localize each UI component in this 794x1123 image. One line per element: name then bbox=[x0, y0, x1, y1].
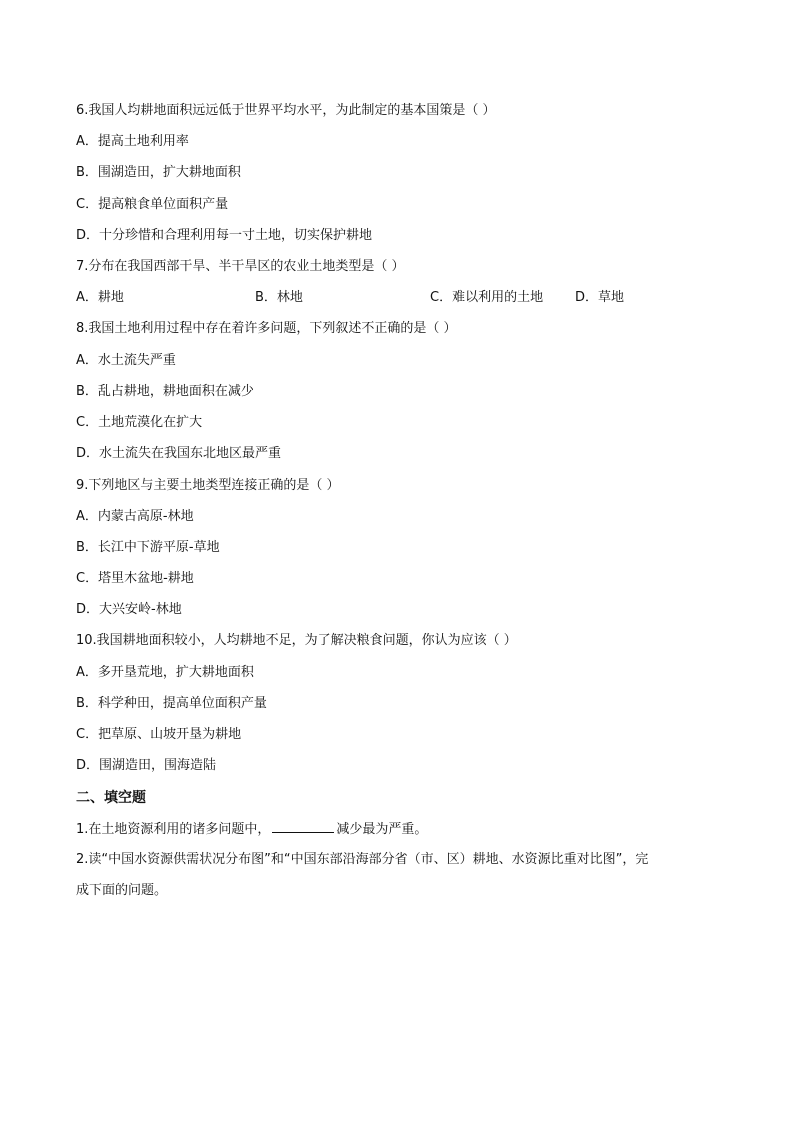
question-6-stem: 6.我国人均耕地面积远远低于世界平均水平，为此制定的基本国策是（ ） bbox=[76, 103, 496, 118]
fill-question-1-before: 1.在土地资源利用的诸多问题中， bbox=[76, 822, 271, 837]
question-9-option-a: A．内蒙古高原-林地 bbox=[76, 509, 194, 524]
question-8-option-c: C．土地荒漠化在扩大 bbox=[76, 415, 203, 430]
fill-question-2-line-1: 2.读“中国水资源供需状况分布图”和“中国东部沿海部分省（市、区）耕地、水资源比重对比图”，完 bbox=[76, 852, 649, 867]
question-8-option-a: A．水土流失严重 bbox=[76, 353, 176, 368]
question-9-option-d: D．大兴安岭-林地 bbox=[76, 602, 182, 617]
question-6-option-a: A．提高土地利用率 bbox=[76, 134, 189, 149]
question-7-options bbox=[76, 289, 696, 307]
question-9-option-c: C．塔里木盆地-耕地 bbox=[76, 571, 194, 586]
question-7-option-d: D．草地 bbox=[575, 290, 625, 305]
question-10-option-d: D．围湖造田，围海造陆 bbox=[76, 758, 217, 773]
answer-blank bbox=[272, 820, 334, 833]
question-7-option-b: B．林地 bbox=[255, 290, 303, 305]
question-7-stem: 7.分布在我国西部干旱、半干旱区的农业土地类型是（ ） bbox=[76, 259, 405, 274]
fill-question-1 bbox=[76, 820, 427, 839]
question-7-option-c: C．难以利用的土地 bbox=[430, 290, 544, 305]
question-9-option-b: B．长江中下游平原-草地 bbox=[76, 540, 220, 555]
question-8-option-b: B．乱占耕地，耕地面积在减少 bbox=[76, 384, 254, 399]
fill-question-2-line-2: 成下面的问题。 bbox=[76, 883, 168, 898]
section-heading: 二、填空题 bbox=[76, 790, 146, 806]
question-10-stem: 10.我国耕地面积较小，人均耕地不足，为了解决粮食问题，你认为应该（ ） bbox=[76, 633, 517, 648]
question-6-option-b: B．围湖造田，扩大耕地面积 bbox=[76, 165, 241, 180]
question-8-option-d: D．水土流失在我国东北地区最严重 bbox=[76, 446, 282, 461]
question-8-stem: 8.我国土地利用过程中存在着许多问题，下列叙述不正确的是（ ） bbox=[76, 321, 457, 336]
question-10-option-a: A．多开垦荒地，扩大耕地面积 bbox=[76, 665, 254, 680]
question-10-option-c: C．把草原、山坡开垦为耕地 bbox=[76, 727, 242, 742]
question-6-option-d: D．十分珍惜和合理利用每一寸土地，切实保护耕地 bbox=[76, 228, 373, 243]
question-10-option-b: B．科学种田，提高单位面积产量 bbox=[76, 696, 267, 711]
question-7-option-a: A．耕地 bbox=[76, 290, 124, 305]
question-9-stem: 9.下列地区与主要土地类型连接正确的是（ ） bbox=[76, 478, 340, 493]
fill-question-1-after: 减少最为严重。 bbox=[336, 822, 428, 837]
question-6-option-c: C．提高粮食单位面积产量 bbox=[76, 197, 229, 212]
